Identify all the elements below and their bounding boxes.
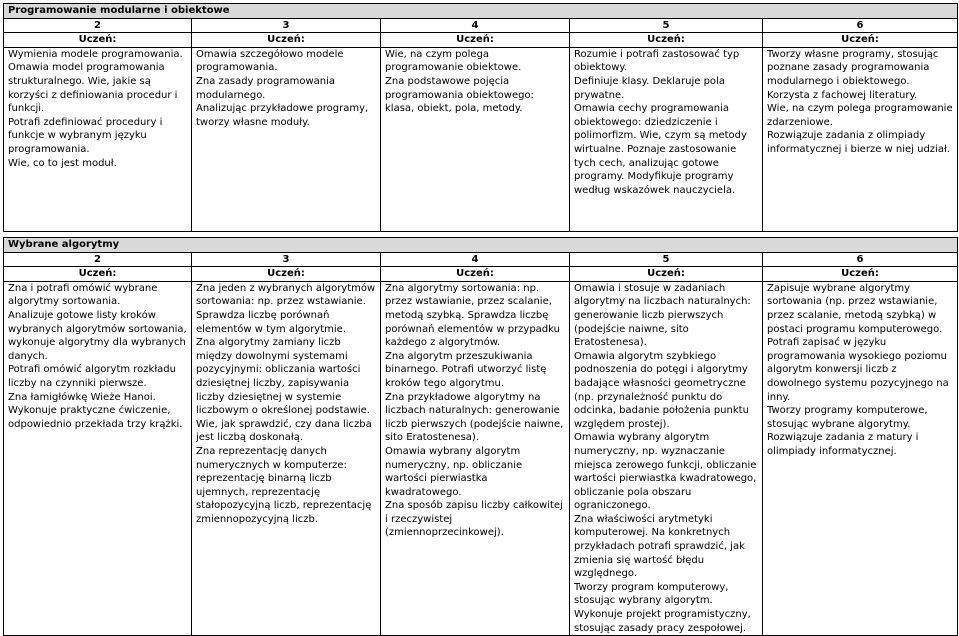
grade-header: 3 xyxy=(192,18,381,33)
requirements-cell: Omawia szczegółowo modele programowania. Zna zasady programowania modularnego. Analizując przykładowe programy, tworzy własne moduły. xyxy=(192,47,381,231)
requirements-cell: Tworzy własne programy, stosując poznane zasady programowania modularnego i obiektowego. Korzysta z fachowej literatury. Wie, na czym polega programowanie zdarzeniowe. Rozwiązuje zadania z olimpiady informatycznej i bierze w niej udział. xyxy=(763,47,958,231)
section-title: Wybrane algorytmy xyxy=(4,238,958,253)
student-label: Uczeń: xyxy=(570,33,763,48)
student-label: Uczeń: xyxy=(4,33,192,48)
requirements-cell: Omawia i stosuje w zadaniach algorytmy na liczbach naturalnych: generowanie liczb pierwszych (podejście naiwne, sito Eratostenesa). Omawia algorytm szybkiego podnoszenia do potęgi i algorytmy badające własności geometryczne (np. przynależność punktu do odcinka, badanie położenia punktu względem prostej). Omawia wybrany algorytm numeryczny, np. wyznaczanie miejsca zerowego funkcji, obliczanie wartości pierwiastka kwadratowego, obliczanie pola obszaru ograniczonego. Zna właściwości arytmetyki komputerowej. Na konkretnych przykładach potrafi sprawdzić, jak zmienia się wartość błędu względnego. Tworzy program komputerowy, stosując wybrany algorytm. Wykonuje projekt programistyczny, stosując zasady pracy zespołowej. xyxy=(570,281,763,635)
grade-header: 2 xyxy=(4,252,192,267)
grade-header: 6 xyxy=(763,18,958,33)
student-label: Uczeń: xyxy=(4,267,192,282)
section-title: Programowanie modularne i obiektowe xyxy=(4,4,958,19)
grade-header: 4 xyxy=(381,252,570,267)
requirements-cell: Wie, na czym polega programowanie obiektowe. Zna podstawowe pojęcia programowania obiektowego: klasa, obiekt, pola, metody. xyxy=(381,47,570,231)
grade-table-algorithms xyxy=(3,237,958,636)
requirements-cell: Zna i potrafi omówić wybrane algorytmy sortowania. Analizuje gotowe listy kroków wybranych algorytmów sortowania, wykonuje algorytmy dla wybranych danych. Potrafi omówić algorytm rozkładu liczby na czynniki pierwsze. Zna łamigłówkę Wieże Hanoi. Wykonuje praktyczne ćwiczenie, odpowiednio przekłada trzy krążki. xyxy=(4,281,192,635)
grade-header: 3 xyxy=(192,252,381,267)
student-label: Uczeń: xyxy=(763,33,958,48)
grade-header: 2 xyxy=(4,18,192,33)
student-label: Uczeń: xyxy=(192,33,381,48)
student-label: Uczeń: xyxy=(381,267,570,282)
grade-header: 5 xyxy=(570,252,763,267)
grade-header: 4 xyxy=(381,18,570,33)
requirements-cell: Zna algorytmy sortowania: np. przez wstawianie, przez scalanie, metodą szybką. Sprawdza liczbę porównań elementów w przypadku każdego z algorytmów. Zna algorytm przeszukiwania binarnego. Potrafi utworzyć listę kroków tego algorytmu. Zna przykładowe algorytmy na liczbach naturalnych: generowanie liczb pierwszych (podejście naiwne, sito Eratostenesa). Omawia wybrany algorytm numeryczny, np. obliczanie wartości pierwiastka kwadratowego. Zna sposób zapisu liczby całkowitej i rzeczywistej (zmiennoprzecinkowej). xyxy=(381,281,570,635)
requirements-cell: Zna jeden z wybranych algorytmów sortowania: np. przez wstawianie. Sprawdza liczbę porównań elementów w tym algorytmie. Zna algorytmy zamiany liczb między dowolnymi systemami pozycyjnymi: obliczania wartości dziesiętnej liczby, zapisywania liczby dziesiętnej w systemie liczbowym o określonej podstawie. Wie, jak sprawdzić, czy dana liczba jest liczbą doskonałą. Zna reprezentację danych numerycznych w komputerze: reprezentację binarną liczb ujemnych, reprezentację stałopozycyjną liczb, reprezentację zmiennopozycyjną liczb. xyxy=(192,281,381,635)
student-label: Uczeń: xyxy=(192,267,381,282)
student-label: Uczeń: xyxy=(763,267,958,282)
requirements-cell: Rozumie i potrafi zastosować typ obiektowy. Definiuje klasy. Deklaruje pola prywatne. Omawia cechy programowania obiektowego: dziedziczenie i polimorfizm. Wie, czym są metody wirtualne. Poznaje zastosowanie tych cech, analizując gotowe programy. Modyfikuje programy według wskazówek nauczyciela. xyxy=(570,47,763,231)
requirements-cell: Zapisuje wybrane algorytmy sortowania (np. przez wstawianie, przez scalanie, metodą szybką) w postaci programu komputerowego. Potrafi zapisać w języku programowania wysokiego poziomu algorytm konwersji liczb z dowolnego systemu pozycyjnego na inny. Tworzy programy komputerowe, stosując wybrane algorytmy. Rozwiązuje zadania z matury i olimpiady informatycznej. xyxy=(763,281,958,635)
student-label: Uczeń: xyxy=(381,33,570,48)
student-label: Uczeń: xyxy=(570,267,763,282)
grade-header: 5 xyxy=(570,18,763,33)
grade-header: 6 xyxy=(763,252,958,267)
grade-table-modular xyxy=(3,3,958,232)
requirements-cell: Wymienia modele programowania. Omawia model programowania strukturalnego. Wie, jakie są korzyści z definiowania procedur i funkcji. Potrafi zdefiniować procedury i funkcje w wybranym języku programowania. Wie, co to jest moduł. xyxy=(4,47,192,231)
